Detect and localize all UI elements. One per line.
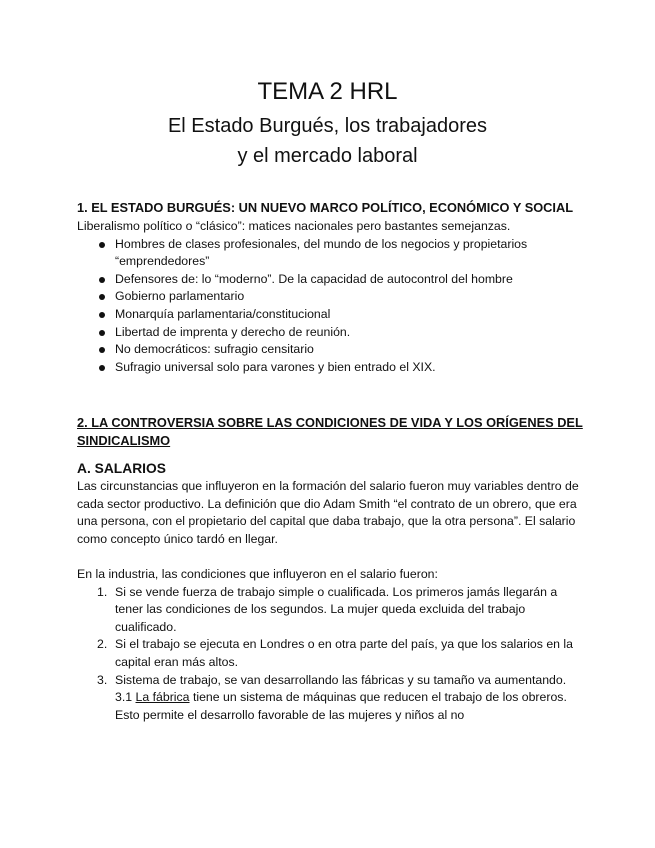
sub-item-text: tiene un sistema de máquinas que reducen el trabajo de los obreros. Esto permite el desarrollo favorable de las mujeres y niños al no <box>115 690 567 722</box>
bullet-item: Hombres de clases profesionales, del mundo de los negocios y propietarios “emprendedores” <box>77 236 585 271</box>
bullet-item: Sufragio universal solo para varones y bien entrado el XIX. <box>77 359 585 377</box>
document-subtitle-line2: y el mercado laboral <box>237 145 418 167</box>
bullet-item: No democráticos: sufragio censitario <box>77 341 585 359</box>
sub-item-prefix: 3.1 <box>115 690 136 705</box>
numbered-item <box>77 672 585 725</box>
section-2 <box>77 414 585 724</box>
salarios-paragraph-1: Las circunstancias que influyeron en la formación del salario fueron muy variables dentro de cada sector productivo. La definición que dio Adam Smith “el contrato de un obrero, que era una persona, con el propietario del capital que daba trabajo, que la otra persona”. El salario como concepto único tardó en llegar. <box>77 479 579 546</box>
item-text: Sistema de trabajo, se van desarrollando las fábricas y su tamaño va aumentando. <box>115 672 567 687</box>
item-text: Si se vende fuerza de trabajo simple o cualificada. Los primeros jamás llegarán a tener las condiciones de los segundos. La mujer queda excluida del trabajo cualificado. <box>115 584 558 634</box>
sub-item-3-1 <box>115 689 585 724</box>
item-number: 3. <box>97 672 108 687</box>
salary-conditions-list <box>77 584 585 725</box>
section-1 <box>77 199 585 376</box>
item-number: 1. <box>97 584 108 599</box>
numbered-item <box>77 584 585 637</box>
salarios-paragraph-2: En la industria, las condiciones que influyeron en el salario fueron: <box>77 566 438 581</box>
bullet-item: Defensores de: lo “moderno”. De la capacidad de autocontrol del hombre <box>77 271 585 289</box>
document-subtitle-line1: El Estado Burgués, los trabajadores <box>167 115 488 137</box>
section-2a-heading: A. SALARIOS <box>77 461 166 476</box>
la-fabrica-underlined: La fábrica <box>135 690 190 705</box>
numbered-item <box>77 636 585 671</box>
bullet-item: Libertad de imprenta y derecho de reunión. <box>77 324 585 342</box>
bullet-item: Gobierno parlamentario <box>77 288 585 306</box>
item-number: 2. <box>97 637 108 652</box>
section-1-bullet-list <box>77 236 585 377</box>
document-title: TEMA 2 HRL <box>257 78 398 105</box>
item-text: Si el trabajo se ejecuta en Londres o en otra parte del país, ya que los salarios en la capital eran más altos. <box>115 637 574 669</box>
section-1-intro: Liberalismo político o “clásico”: matices nacionales pero bastantes semejanzas. <box>77 219 511 233</box>
section-1-heading: 1. EL ESTADO BURGUÉS: UN NUEVO MARCO POLÍTICO, ECONÓMICO Y SOCIAL <box>77 200 574 215</box>
bullet-item: Monarquía parlamentaria/constitucional <box>77 306 585 324</box>
section-2-heading: 2. LA CONTROVERSIA SOBRE LAS CONDICIONES DE VIDA Y LOS ORÍGENES DEL SINDICALISMO <box>77 415 583 448</box>
